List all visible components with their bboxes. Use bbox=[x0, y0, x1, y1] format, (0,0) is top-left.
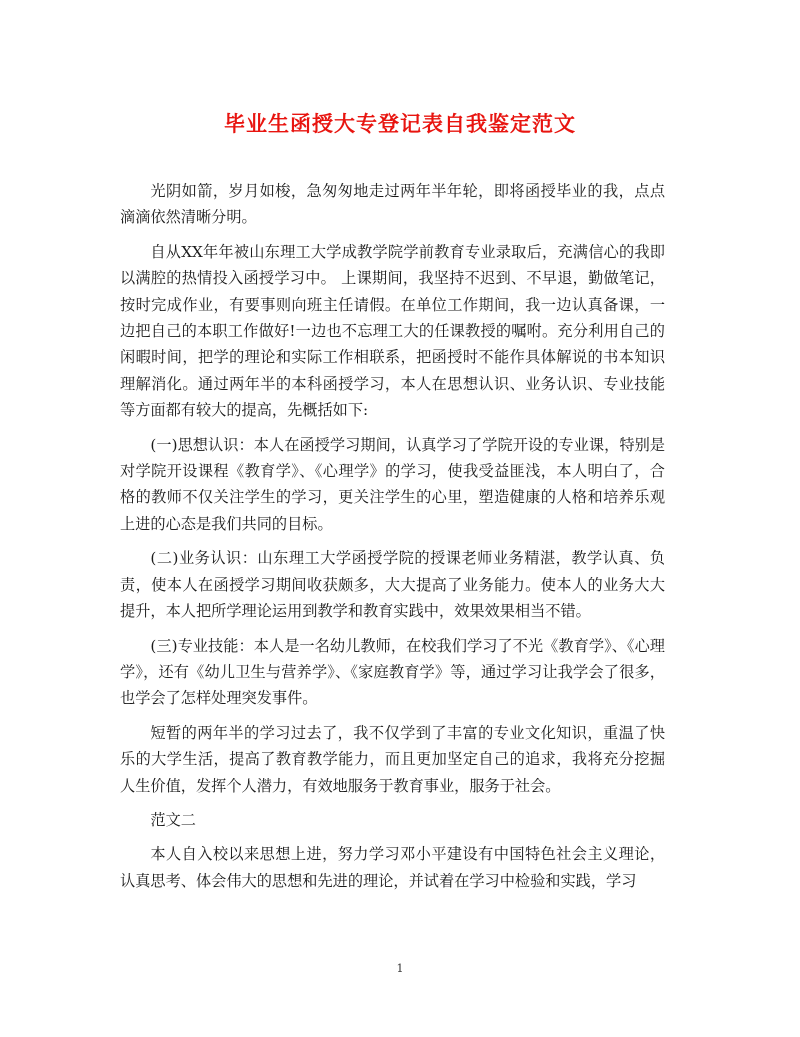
paragraph: 本人自入校以来思想上进，努力学习邓小平建设有中国特色社会主义理论，认真思考、体会伟大的思想和先进的理论，并试着在学习中检验和实践，学习 bbox=[120, 845, 665, 890]
paragraph: (二)业务认识：山东理工大学函授学院的授课老师业务精湛，教学认真、负责，使本人在函授学习期间收获颇多，大大提高了业务能力。使本人的业务大大提升，本人把所学理论运用到教学和教育实践中，效果效果相当不错。 bbox=[120, 549, 665, 621]
section-heading: 范文二 bbox=[150, 810, 196, 829]
page-number: 1 bbox=[396, 962, 404, 975]
document-body bbox=[120, 178, 665, 902]
paragraph: 短暂的两年半的学习过去了，我不仅学到了丰富的专业文化知识，重温了快乐的大学生活，提高了教育教学能力，而且更加坚定自己的追求，我将充分挖掘人生价值，发挥个人潜力，有效地服务于教育事业，服务于社会。 bbox=[120, 723, 665, 795]
paragraph: (一)思想认识：本人在函授学习期间，认真学习了学院开设的专业课，特别是对学院开设课程《教育学》、《心理学》的学习，使我受益匪浅，本人明白了，合格的教师不仅关注学生的学习，更关注学生的心里，塑造健康的人格和培养乐观上进的心态是我们共同的目标。 bbox=[120, 435, 665, 533]
paragraph: (三)专业技能：本人是一名幼儿教师，在校我们学习了不光《教育学》、《心理学》，还有《幼儿卫生与营养学》、《家庭教育学》等，通过学习让我学会了很多，也学会了怎样处理突发事件。 bbox=[120, 636, 665, 708]
document-title: 毕业生函授大专登记表自我鉴定范文 bbox=[224, 111, 576, 136]
paragraph: 自从XX年年被山东理工大学成教学院学前教育专业录取后，充满信心的我即以满腔的热情投入函授学习中。 上课期间，我坚持不迟到、不早退，勤做笔记，按时完成作业，有要事则向班主任请假。在单位工作期间，我一边认真备课，一边把自己的本职工作做好!一边也不忘理工大的任课教授的嘱咐。充分利用自己的闲暇时间，把学的理论和实际工作相联系，把函授时不能作具体解说的书本知识理解消化。通过两年半的本科函授学习，本人在思想认识、业务认识、专业技能等方面都有较大的提高，先概括如下: bbox=[120, 242, 665, 420]
paragraph: 光阴如箭，岁月如梭，急匆匆地走过两年半年轮，即将函授毕业的我，点点滴滴依然清晰分明。 bbox=[120, 182, 665, 227]
